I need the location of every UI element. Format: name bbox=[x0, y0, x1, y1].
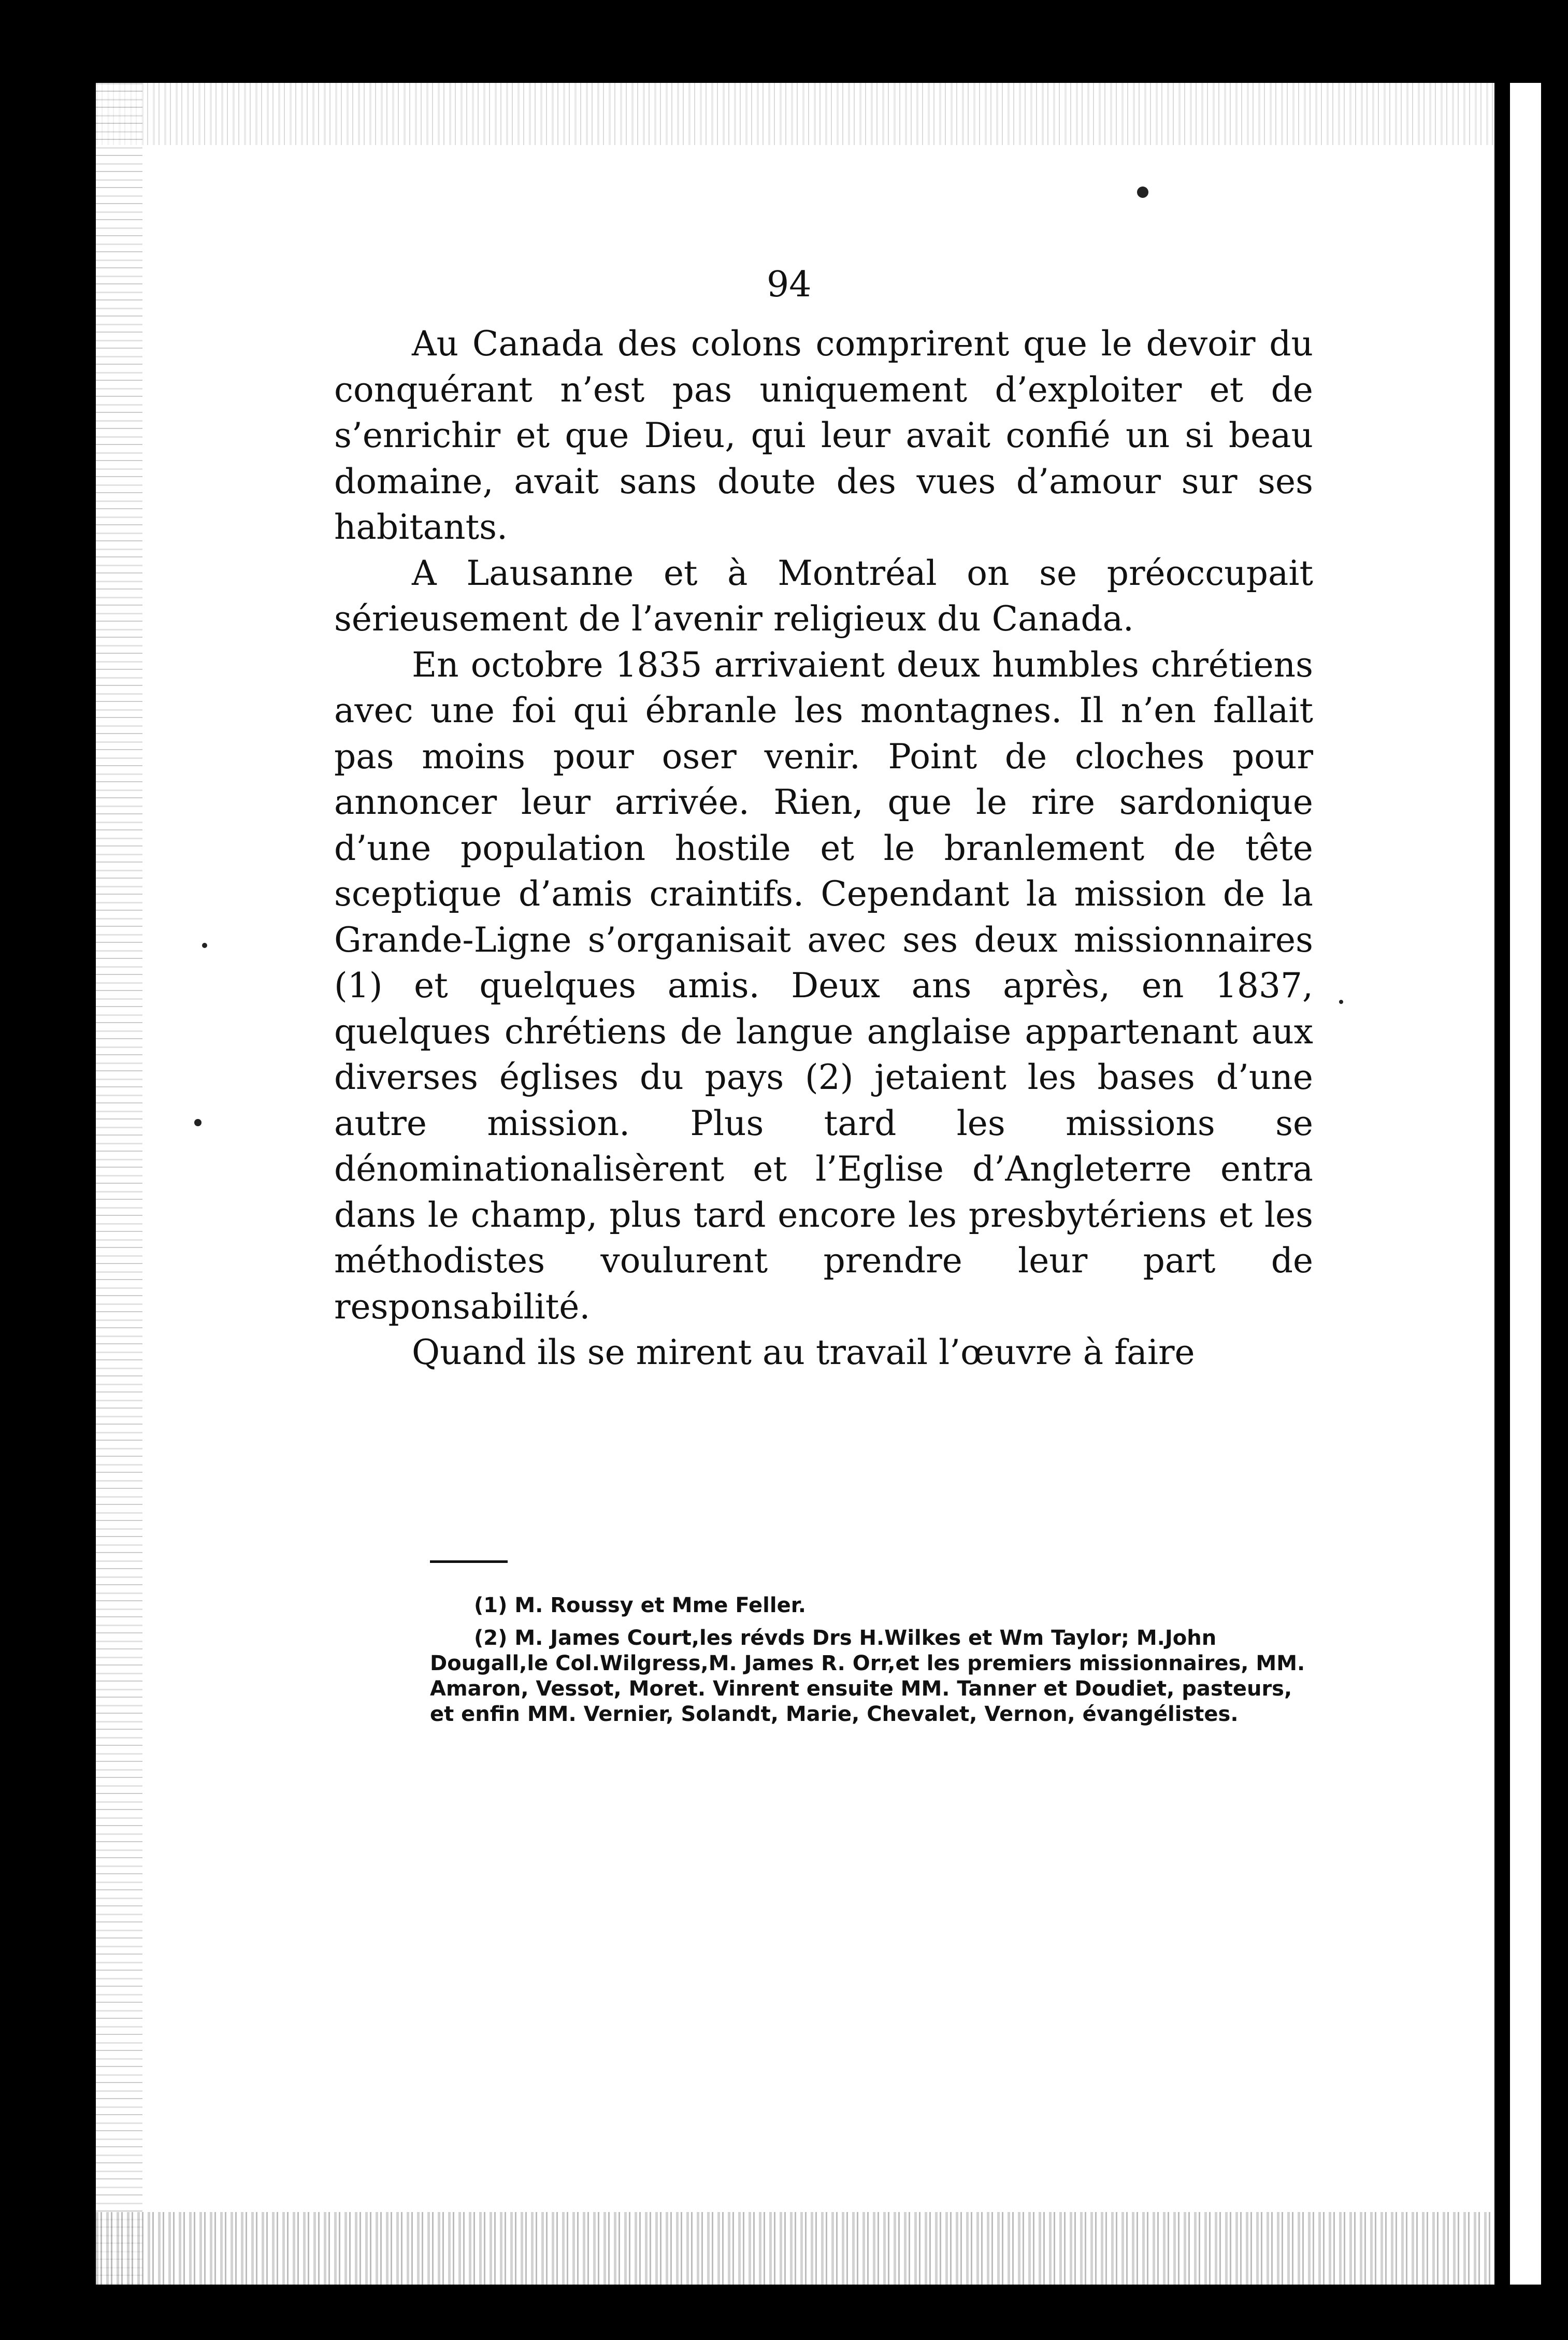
adjacent-page-edge bbox=[1510, 83, 1541, 2285]
paragraph: Quand ils se mirent au travail l’œuvre à faire bbox=[412, 1332, 1195, 1372]
scan-speck bbox=[194, 1119, 202, 1126]
scan-noise-bottom bbox=[96, 2212, 1494, 2285]
paragraph: En octobre 1835 arrivaient deux humbles chrétiens avec une foi qui ébranle les montagnes. Il n’en fallait pas moins pour oser venir. Point de cloches pour annoncer leur arrivée. Rien, que le rire sardonique d’une population hostile et le branlement de tête sceptique d’amis craintifs. Cependant la mission de la Grande-Ligne s’organisait avec ses deux missionnaires (1) et quelques amis. Deux ans après, en 1837, quelques chrétiens de langue anglaise appartenant aux diverses églises du pays (2) jetaient les bases d’une autre mission. Plus tard les missions se dénominationalisèrent et l’Eglise d’Angleterre entra dans le champ, plus tard encore les presbytériens et les méthodistes voulurent prendre leur part de responsabilité. bbox=[334, 644, 1313, 1327]
scan-speck bbox=[1339, 1000, 1343, 1004]
page-number: 94 bbox=[767, 264, 812, 305]
footnote: (2) M. James Court,les révds Drs H.Wilkes et Wm Taylor; M.John Dougall,le Col.Wilgress,M. James R. Orr,et les premiers missionnaires, MM. Amaron, Vessot, Moret. Vinrent ensuite MM. Tanner et Doudiet, pasteurs, et enfin MM. Vernier, Solandt, Marie, Chevalet, Vernon, évangélistes. bbox=[430, 1626, 1305, 1726]
footnote-divider bbox=[430, 1560, 508, 1563]
paragraph: Au Canada des colons comprirent que le devoir du conquérant n’est pas uniquement d’exploiter et de s’enrichir et que Dieu, qui leur avait confié un si beau domaine, avait sans doute des vues d’amour sur ses habitants. bbox=[334, 324, 1313, 547]
footnote: (1) M. Roussy et Mme Feller. bbox=[474, 1594, 806, 1617]
paragraph: A Lausanne et à Montréal on se préoccupait sérieusement de l’avenir religieux du Canada. bbox=[334, 553, 1313, 639]
footnotes bbox=[430, 1593, 1311, 1734]
body-text bbox=[334, 321, 1313, 1376]
scan-noise-left bbox=[96, 83, 142, 2285]
scan-speck bbox=[1137, 186, 1148, 198]
scan-noise-top bbox=[96, 83, 1494, 145]
scan-speck bbox=[202, 943, 207, 948]
